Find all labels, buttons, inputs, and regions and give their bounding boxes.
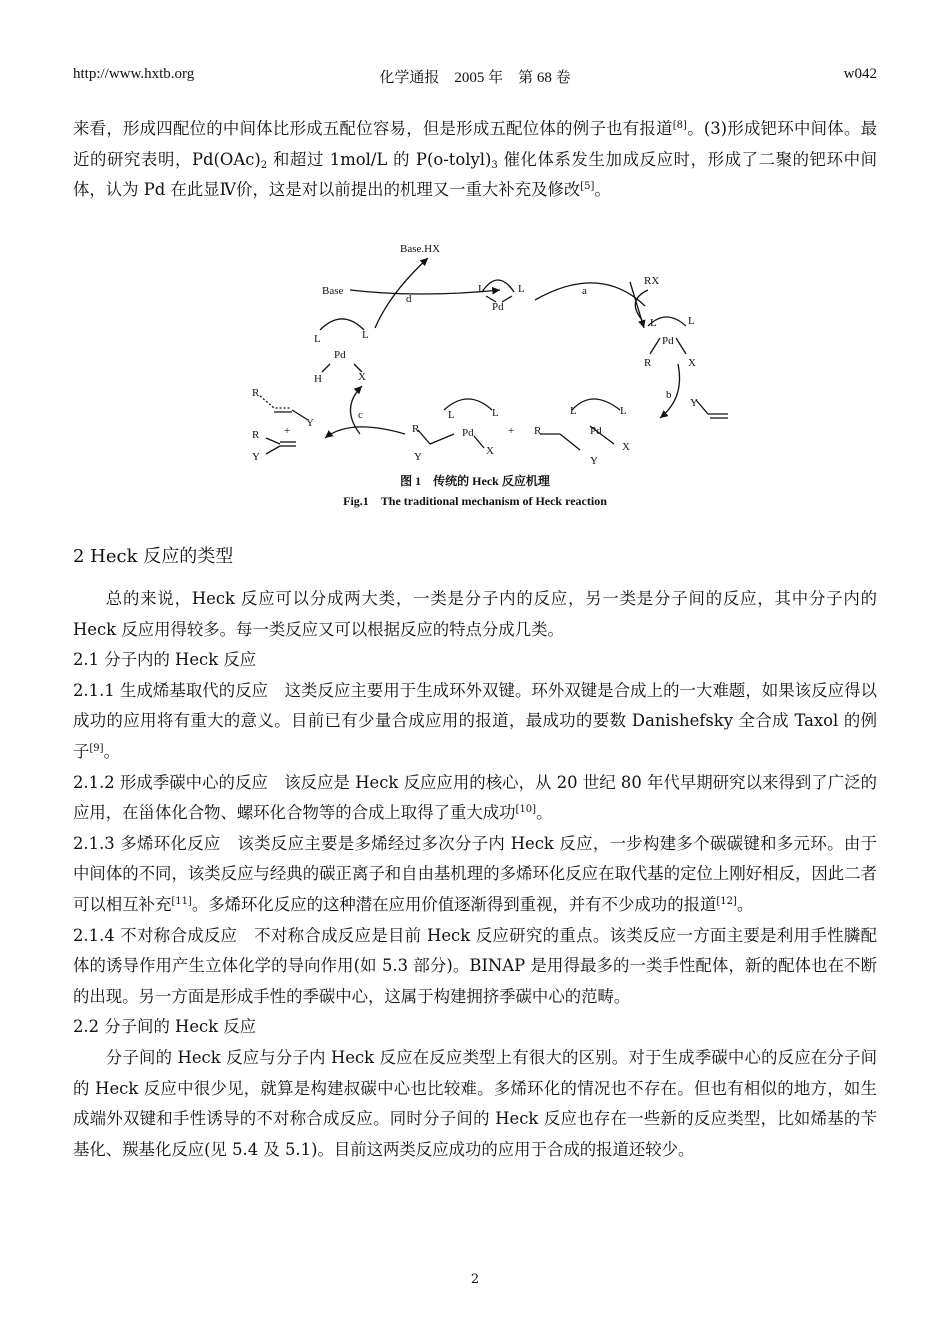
s211-text: 2.1.1 生成烯基取代的反应 这类反应主要用于生成环外双键。环外双键是合成上的一大难题，如果该反应得以成功的应用将有重大的意义。目前已有少量合成应用的报道，最成功的要数 Danishefsky 全合成 Taxol 的例子 xyxy=(73,680,877,761)
bm-Pd: Pd xyxy=(462,427,474,439)
page-header xyxy=(73,66,877,88)
section-2-1-1 xyxy=(73,676,877,768)
s212-text: 2.1.2 形成季碳中心的反应 该反应是 Heck 反应应用的核心，从 20 世纪 80 年代早期研究以来得到了广泛的应用，在甾体化合物、螺环化合物等的合成上取得了重大成功 xyxy=(73,772,877,823)
bm-X: X xyxy=(486,445,494,457)
s213-text: 2.1.3 多烯环化反应 该类反应主要是多烯经过多次分子内 Heck 反应，一步构建多个碳碳键和多元环。由于中间体的不同，该类反应与经典的碳正离子和自由基机理的多烯环化反应在取代基的定位上刚好相反，因此二者可以相互补充 xyxy=(73,833,877,914)
arrow-c xyxy=(325,427,405,438)
s212-end: 。 xyxy=(536,803,553,823)
top-Pd: Pd xyxy=(492,301,504,313)
br-L1: L xyxy=(570,405,577,417)
s213-end: 。 xyxy=(736,894,754,914)
right-X: X xyxy=(688,357,696,369)
top-L1: L xyxy=(478,283,485,295)
vinyl-Y: Y xyxy=(690,397,698,409)
section-2-1-4: 2.1.4 不对称合成反应 不对称合成反应是目前 Heck 反应研究的重点。该类反应一方面主要是利用手性膦配体的诱导作用产生立体化学的导向作用(如 5.3 部分)。BINAP 是用得最多的一类手性配体，新的配体也在不断的出现。另一方面是形成手性的季碳中心，这属于构建拥挤季碳中心的范畴。 xyxy=(73,925,877,1006)
bm-L1: L xyxy=(448,409,455,421)
label-d: d xyxy=(406,293,412,305)
ref-9: [9] xyxy=(89,742,104,754)
bm-L2: L xyxy=(492,407,499,419)
subscript-2: 2 xyxy=(260,159,268,171)
s213-mid: 。多烯环化反应的这种潜在应用价值逐渐得到重视，并有不少成功的报道 xyxy=(191,894,717,914)
plus-2: + xyxy=(508,425,515,437)
left-L2: L xyxy=(362,329,369,341)
intro-text-2: 。(3)形成钯环中间体。最近的研究表明，Pd(OAc) xyxy=(73,119,878,169)
label-c: c xyxy=(358,409,363,421)
prod-R1: R xyxy=(252,387,260,399)
br-L2: L xyxy=(620,405,627,417)
br-Pd: Pd xyxy=(590,425,602,437)
section-2-1-title: 2.1 分子内的 Heck 反应 xyxy=(73,650,257,670)
intro-text-1: 来看，形成四配位的中间体比形成五配位容易，但是形成五配位体的例子也有报道 xyxy=(73,119,673,138)
intro-paragraph xyxy=(73,114,877,206)
section-2-2-title: 2.2 分子间的 Heck 反应 xyxy=(73,1017,257,1037)
left-L1: L xyxy=(314,333,321,345)
page-number: 2 xyxy=(470,1272,480,1287)
label-base: Base xyxy=(322,285,344,297)
ref-10: [10] xyxy=(515,804,537,816)
intro-text-4: 催化体系发生加成反应时，形成了二聚的钯环中间体，认为 Pd 在此显Ⅳ价，这是对以前提出的机理又一重大补充及修改 xyxy=(73,149,877,200)
top-L2: L xyxy=(518,283,525,295)
left-X: X xyxy=(358,371,366,383)
ref-12: [12] xyxy=(716,895,737,907)
right-Pd: Pd xyxy=(662,335,674,347)
s211-end: 。 xyxy=(103,741,120,761)
section-2-intro: 总的来说，Heck 反应可以分成两大类，一类是分子内的反应，另一类是分子间的反应，其中分子内的 Heck 反应用得较多。每一类反应又可以根据反应的特点分成几类。 xyxy=(73,589,877,639)
br-Y: Y xyxy=(590,455,598,467)
prod-R2: R xyxy=(252,429,260,441)
right-R: R xyxy=(644,357,652,369)
subscript-3: 3 xyxy=(491,159,498,171)
br-X: X xyxy=(622,441,630,453)
ref-8: [8] xyxy=(672,120,687,131)
journal-info: 化学通报 2005 年 第 68 卷 xyxy=(379,70,571,86)
section-2-1-3 xyxy=(73,829,877,921)
arrow-a xyxy=(535,283,645,306)
left-Pd: Pd xyxy=(334,349,346,361)
figure-caption-en: Fig.1 The traditional mechanism of Heck reaction xyxy=(343,494,607,508)
article-code: w042 xyxy=(843,66,877,82)
intro-text-3: 和超过 1mol/L 的 P(o-tolyl) xyxy=(267,149,492,169)
section-2-title: 2 Heck 反应的类型 xyxy=(73,546,234,567)
label-a: a xyxy=(582,285,587,297)
left-H: H xyxy=(314,373,322,385)
prod-Y1: Y xyxy=(306,417,314,429)
heck-mechanism-figure xyxy=(230,238,750,474)
plus-1: + xyxy=(284,425,291,437)
bm-R: R xyxy=(412,423,420,435)
right-L1: L xyxy=(650,317,657,329)
ref-5: [5] xyxy=(580,181,595,193)
section-2-2: 分子间的 Heck 反应与分子内 Heck 反应在反应类型上有很大的区别。对于生成季碳中心的反应在分子间的 Heck 反应中很少见，就算是构建叔碳中心也比较难。多烯环化的情况也不存在。但也有相似的地方，如生成端外双键和手性诱导的不对称合成反应。同时分子间的 Heck 反应也存在一些新的反应类型，比如烯基的苄基化、羰基化反应(见 5.4 及 5.1)。目前这两类反应成功的应用于合成的报道还较少。 xyxy=(73,1047,877,1159)
label-base-hx: Base.HX xyxy=(400,243,441,255)
br-R: R xyxy=(534,425,542,437)
journal-url[interactable]: http://www.hxtb.org xyxy=(73,66,195,82)
label-rx: RX xyxy=(644,275,660,287)
mechanism-diagram xyxy=(230,238,750,474)
figure-caption-cn: 图 1 传统的 Heck 反应机理 xyxy=(400,474,550,488)
label-b: b xyxy=(666,389,672,401)
prod-Y2: Y xyxy=(252,451,260,463)
right-L2: L xyxy=(688,315,695,327)
section-2-1-2 xyxy=(73,768,877,829)
intro-text-5: 。 xyxy=(594,180,611,200)
ref-11: [11] xyxy=(171,895,192,907)
section-2 xyxy=(73,542,877,1165)
bm-Y: Y xyxy=(414,451,422,463)
